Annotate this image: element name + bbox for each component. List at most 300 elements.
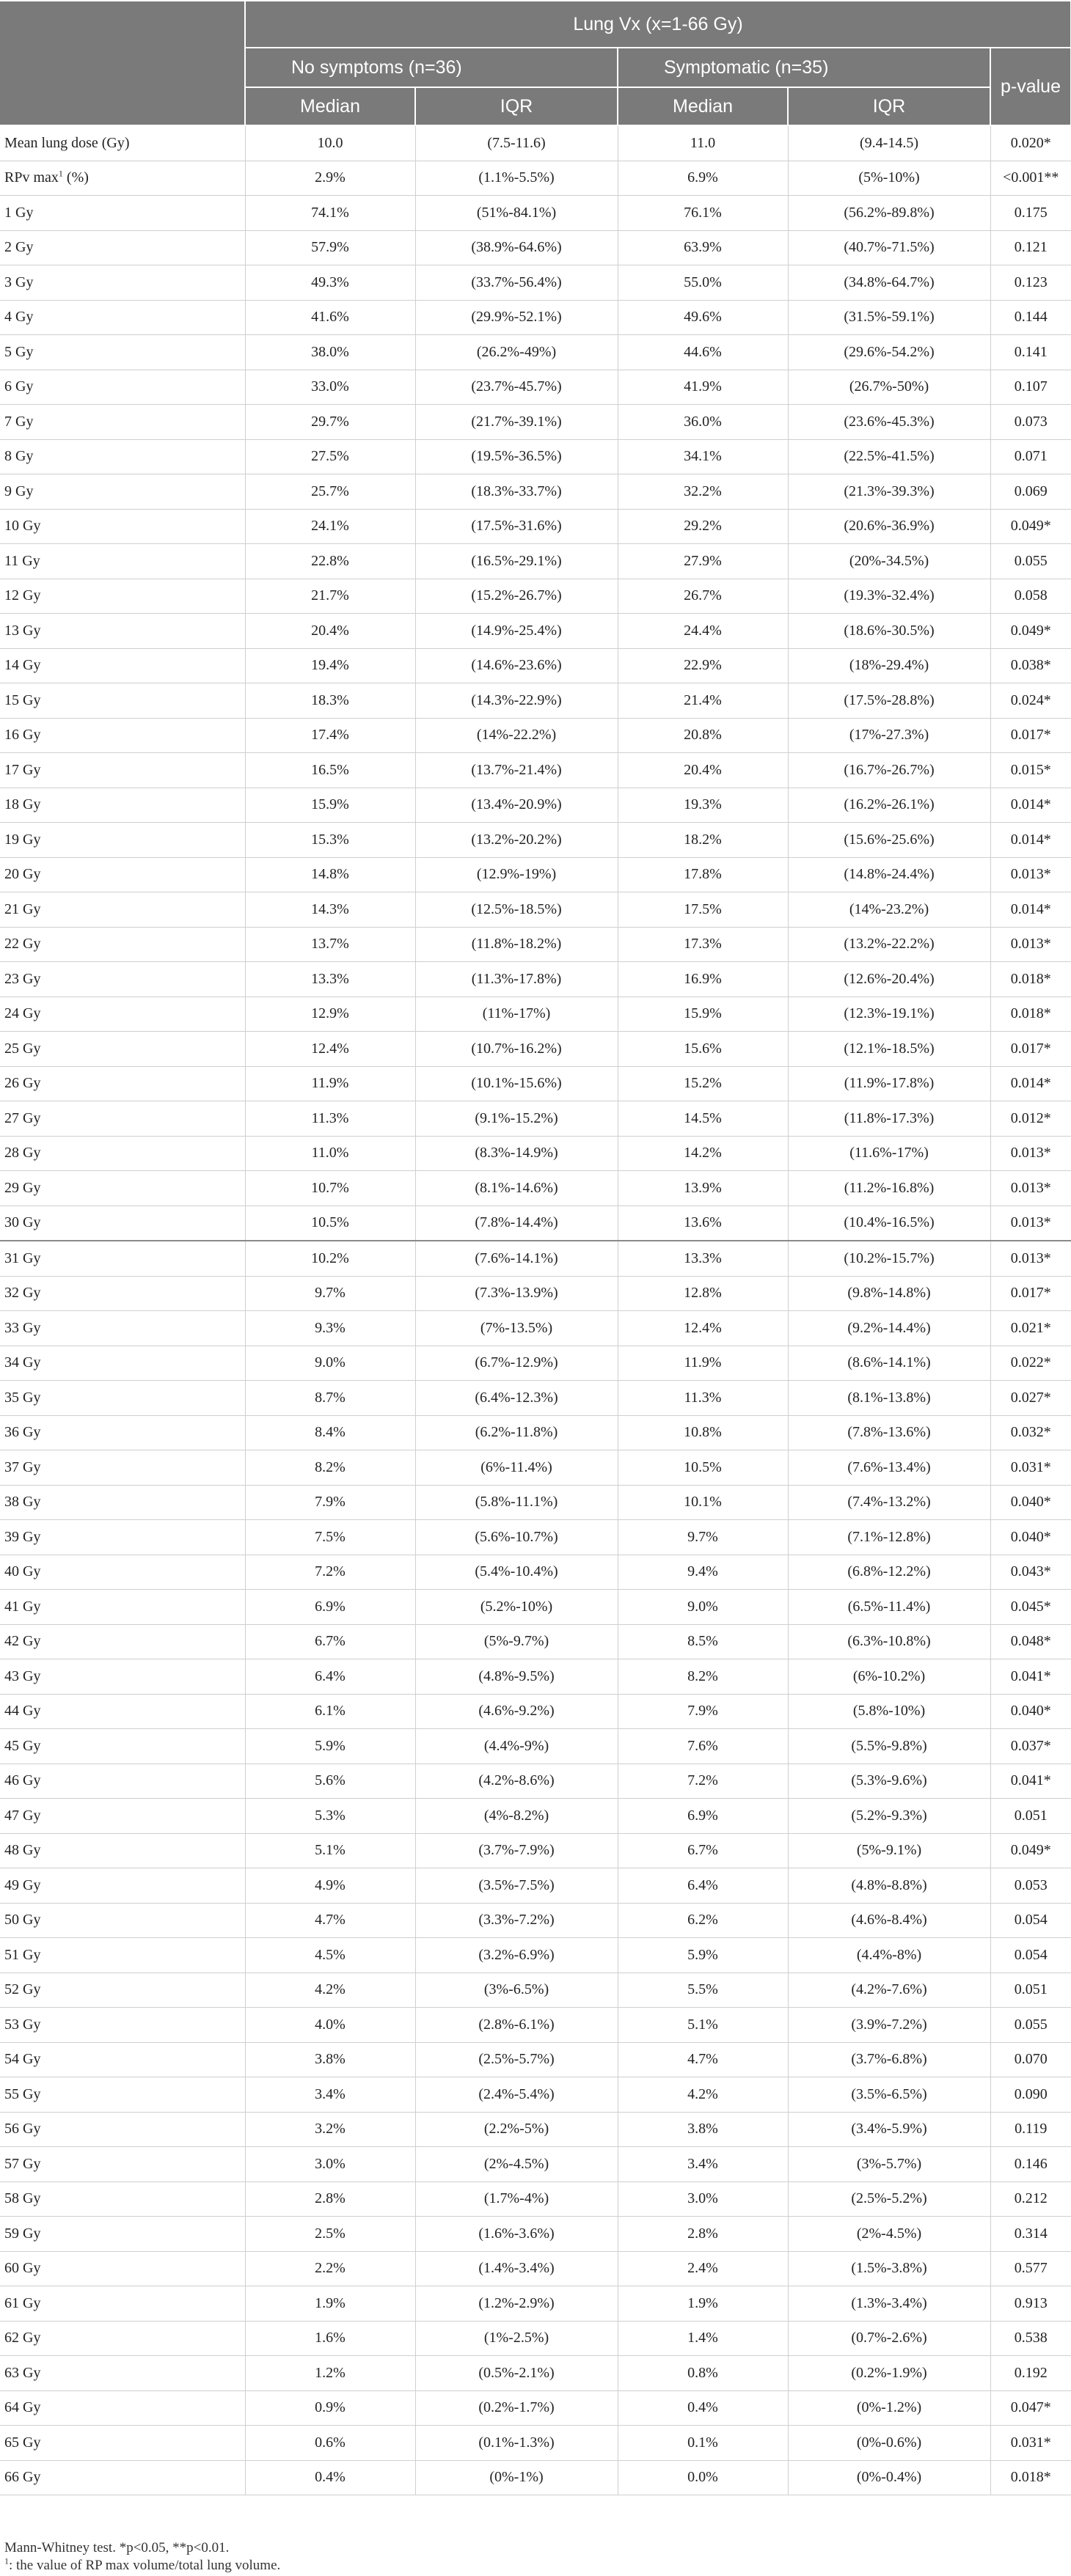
median-no-symptoms-cell: 38.0% [245,335,415,370]
iqr-symptomatic-cell: (0%-0.4%) [788,2460,990,2495]
median-symptomatic-cell: 15.9% [618,997,788,1032]
median-symptomatic-cell: 12.8% [618,1276,788,1311]
row-label [0,857,245,892]
median-no-symptoms-cell: 27.5% [245,439,415,474]
p-value-cell: 0.048* [990,1624,1071,1659]
row-label [0,1415,245,1450]
table-row [0,1101,1071,1137]
table-row [0,892,1071,928]
row-label [0,962,245,997]
symptomatic-header: Symptomatic (n=35) [618,48,990,87]
table-row [0,2112,1071,2147]
iqr-no-symptoms-cell: (7%-13.5%) [415,1311,618,1346]
row-label [0,1311,245,1346]
median-no-symptoms-cell: 10.7% [245,1171,415,1206]
iqr-symptomatic-cell: (4.2%-7.6%) [788,1973,990,2008]
median-symptomatic-cell: 0.0% [618,2460,788,2495]
median-symptomatic-cell: 1.9% [618,2286,788,2322]
iqr-no-symptoms-cell: (10.7%-16.2%) [415,1032,618,1067]
median-no-symptoms-cell: 11.0% [245,1136,415,1171]
iqr-symptomatic-cell: (3.9%-7.2%) [788,2008,990,2043]
median-symptomatic-cell: 14.2% [618,1136,788,1171]
iqr-symptomatic-cell: (5%-9.1%) [788,1833,990,1868]
group-title-header: Lung Vx (x=1-66 Gy) [245,1,1071,48]
row-label-text: 27 Gy [4,1109,41,1126]
median-no-symptoms-cell: 6.9% [245,1590,415,1625]
iqr-symptomatic-cell: (56.2%-89.8%) [788,196,990,231]
row-label [0,1799,245,1834]
row-label [0,2008,245,2043]
iqr-symptomatic-cell: (3%-5.7%) [788,2147,990,2182]
median-symptomatic-cell: 44.6% [618,335,788,370]
median-symptomatic-cell: 22.9% [618,648,788,683]
p-value-cell: 0.049* [990,1833,1071,1868]
table-row [0,265,1071,301]
iqr-no-symptoms-cell: (0%-1%) [415,2460,618,2495]
median-symptomatic-cell: 12.4% [618,1311,788,1346]
median-symptomatic-cell: 10.1% [618,1485,788,1520]
iqr-symptomatic-cell: (12.1%-18.5%) [788,1032,990,1067]
median-symptomatic-cell: 11.0 [618,125,788,161]
row-label-text: 45 Gy [4,1737,41,1754]
p-value-cell: 0.121 [990,230,1071,265]
median-symptomatic-cell: 13.6% [618,1206,788,1241]
row-label-text: 4 Gy [4,309,34,326]
table-row [0,1555,1071,1590]
row-label-text: 26 Gy [4,1075,41,1092]
median-no-symptoms-cell: 1.6% [245,2321,415,2356]
table-row [0,405,1071,440]
iqr-no-symptoms-cell: (11.3%-17.8%) [415,962,618,997]
table-row [0,2321,1071,2356]
median-no-symptoms-cell: 8.2% [245,1450,415,1486]
iqr-no-symptoms-cell: (5.8%-11.1%) [415,1485,618,1520]
iqr-no-symptoms-cell: (14.6%-23.6%) [415,648,618,683]
median-no-symptoms-cell: 13.7% [245,927,415,962]
p-value-cell: 0.015* [990,753,1071,788]
median-no-symptoms-cell: 4.5% [245,1938,415,1973]
median-no-symptoms-cell: 8.4% [245,1415,415,1450]
median-symptomatic-cell: 4.2% [618,2077,788,2113]
median-symptomatic-cell: 14.5% [618,1101,788,1137]
median-no-symptoms-cell: 22.8% [245,544,415,579]
iqr-symptomatic-cell: (0%-1.2%) [788,2390,990,2426]
median-symptomatic-cell: 8.5% [618,1624,788,1659]
iqr-no-symptoms-cell: (4.6%-9.2%) [415,1694,618,1729]
median-symptomatic-cell: 7.9% [618,1694,788,1729]
row-label-text: 42 Gy [4,1633,41,1650]
median-no-symptoms-cell: 2.5% [245,2217,415,2252]
median-symptomatic-cell: 6.9% [618,161,788,196]
iqr-symptomatic-cell: (2.5%-5.2%) [788,2181,990,2217]
row-label-text: 11 Gy [4,552,40,569]
iqr-symptomatic-cell: (40.7%-71.5%) [788,230,990,265]
median-symptomatic-cell: 5.5% [618,1973,788,2008]
row-label-text: 20 Gy [4,866,41,883]
row-label [0,1903,245,1938]
row-label-text: Mean lung dose (Gy) [4,134,130,151]
row-label [0,2147,245,2182]
p-value-cell: 0.031* [990,1450,1071,1486]
iqr-no-symptoms-cell: (0.1%-1.3%) [415,2426,618,2461]
table-row [0,1241,1071,1276]
row-label [0,1381,245,1416]
row-label-text: 17 Gy [4,761,41,778]
p-value-cell: 0.070 [990,2042,1071,2077]
table-row [0,2008,1071,2043]
table-header [0,1,1071,125]
row-label-suffix: (%) [62,169,89,186]
row-label [0,1066,245,1101]
row-label-text: 57 Gy [4,2155,41,2172]
row-label [0,1450,245,1486]
median-symptomatic-cell: 1.4% [618,2321,788,2356]
iqr-symptomatic-cell: (3.4%-5.9%) [788,2112,990,2147]
iqr-header-no-symptoms: IQR [415,87,618,125]
iqr-symptomatic-cell: (34.8%-64.7%) [788,265,990,301]
row-label-text: 58 Gy [4,2190,41,2207]
median-no-symptoms-cell: 9.7% [245,1276,415,1311]
table-row [0,718,1071,753]
iqr-symptomatic-cell: (19.3%-32.4%) [788,579,990,614]
iqr-symptomatic-cell: (10.2%-15.7%) [788,1241,990,1276]
iqr-symptomatic-cell: (5%-10%) [788,161,990,196]
row-label-text: 38 Gy [4,1494,41,1511]
iqr-no-symptoms-cell: (26.2%-49%) [415,335,618,370]
row-label [0,1868,245,1904]
iqr-no-symptoms-cell: (7.8%-14.4%) [415,1206,618,1241]
table-row [0,1450,1071,1486]
row-label [0,997,245,1032]
iqr-no-symptoms-cell: (2.4%-5.4%) [415,2077,618,2113]
iqr-symptomatic-cell: (0.7%-2.6%) [788,2321,990,2356]
iqr-no-symptoms-cell: (5.6%-10.7%) [415,1520,618,1555]
table-row [0,2217,1071,2252]
row-label [0,405,245,440]
median-no-symptoms-cell: 14.8% [245,857,415,892]
row-label-text: RPv max [4,169,59,186]
row-label-text: 43 Gy [4,1667,41,1684]
median-no-symptoms-cell: 0.6% [245,2426,415,2461]
iqr-no-symptoms-cell: (17.5%-31.6%) [415,509,618,544]
row-label [0,2181,245,2217]
row-label-text: 30 Gy [4,1214,41,1231]
iqr-symptomatic-cell: (6.3%-10.8%) [788,1624,990,1659]
iqr-symptomatic-cell: (14.8%-24.4%) [788,857,990,892]
iqr-no-symptoms-cell: (8.1%-14.6%) [415,1171,618,1206]
table-row [0,1171,1071,1206]
iqr-symptomatic-cell: (8.6%-14.1%) [788,1346,990,1381]
table-row [0,2390,1071,2426]
iqr-no-symptoms-cell: (1.2%-2.9%) [415,2286,618,2322]
p-value-cell: 0.013* [990,1136,1071,1171]
row-label [0,718,245,753]
iqr-symptomatic-cell: (22.5%-41.5%) [788,439,990,474]
median-no-symptoms-cell: 4.2% [245,1973,415,2008]
iqr-no-symptoms-cell: (3%-6.5%) [415,1973,618,2008]
median-no-symptoms-cell: 57.9% [245,230,415,265]
median-symptomatic-cell: 6.7% [618,1833,788,1868]
iqr-no-symptoms-cell: (6%-11.4%) [415,1450,618,1486]
row-label [0,544,245,579]
table-row [0,1624,1071,1659]
iqr-symptomatic-cell: (10.4%-16.5%) [788,1206,990,1241]
p-value-cell: 0.119 [990,2112,1071,2147]
median-symptomatic-cell: 17.3% [618,927,788,962]
row-label-sup: 1 [58,168,63,179]
iqr-no-symptoms-cell: (1.7%-4%) [415,2181,618,2217]
median-symptomatic-cell: 7.2% [618,1764,788,1799]
median-no-symptoms-cell: 3.8% [245,2042,415,2077]
table-row [0,2147,1071,2182]
iqr-header-symptomatic: IQR [788,87,990,125]
p-value-cell: 0.175 [990,196,1071,231]
p-value-cell: 0.041* [990,1764,1071,1799]
row-label-text: 54 Gy [4,2051,41,2068]
p-value-cell: 0.041* [990,1659,1071,1695]
row-label-text: 48 Gy [4,1842,41,1859]
row-label [0,1346,245,1381]
iqr-no-symptoms-cell: (15.2%-26.7%) [415,579,618,614]
iqr-symptomatic-cell: (6.5%-11.4%) [788,1590,990,1625]
median-symptomatic-cell: 76.1% [618,196,788,231]
iqr-no-symptoms-cell: (16.5%-29.1%) [415,544,618,579]
median-no-symptoms-cell: 4.7% [245,1903,415,1938]
median-symptomatic-cell: 3.0% [618,2181,788,2217]
median-symptomatic-cell: 17.8% [618,857,788,892]
median-no-symptoms-cell: 15.3% [245,823,415,858]
iqr-no-symptoms-cell: (4.2%-8.6%) [415,1764,618,1799]
iqr-symptomatic-cell: (11.9%-17.8%) [788,1066,990,1101]
iqr-no-symptoms-cell: (3.3%-7.2%) [415,1903,618,1938]
iqr-no-symptoms-cell: (10.1%-15.6%) [415,1066,618,1101]
p-value-cell: 0.913 [990,2286,1071,2322]
row-label-text: 6 Gy [4,378,34,395]
p-value-cell: 0.053 [990,1868,1071,1904]
row-label [0,474,245,510]
median-symptomatic-cell: 7.6% [618,1729,788,1764]
iqr-no-symptoms-cell: (2.8%-6.1%) [415,2008,618,2043]
median-symptomatic-cell: 2.4% [618,2251,788,2286]
median-symptomatic-cell: 63.9% [618,230,788,265]
p-value-cell: 0.017* [990,1032,1071,1067]
row-label [0,614,245,649]
p-value-cell: 0.047* [990,2390,1071,2426]
median-no-symptoms-cell: 1.9% [245,2286,415,2322]
iqr-no-symptoms-cell: (13.2%-20.2%) [415,823,618,858]
median-no-symptoms-cell: 5.6% [245,1764,415,1799]
median-symptomatic-cell: 20.8% [618,718,788,753]
table-row [0,1346,1071,1381]
iqr-symptomatic-cell: (9.4-14.5) [788,125,990,161]
iqr-no-symptoms-cell: (11.8%-18.2%) [415,927,618,962]
iqr-symptomatic-cell: (20.6%-36.9%) [788,509,990,544]
footnote-marker: 1 [4,2555,9,2566]
p-value-cell: 0.037* [990,1729,1071,1764]
iqr-symptomatic-cell: (0.2%-1.9%) [788,2356,990,2391]
iqr-symptomatic-cell: (13.2%-22.2%) [788,927,990,962]
table-row [0,335,1071,370]
p-value-cell: 0.051 [990,1799,1071,1834]
footnote-definition [4,2557,280,2575]
median-header-no-symptoms: Median [245,87,415,125]
iqr-symptomatic-cell: (5.5%-9.8%) [788,1729,990,1764]
median-symptomatic-cell: 34.1% [618,439,788,474]
row-label-text: 19 Gy [4,831,41,848]
median-no-symptoms-cell: 20.4% [245,614,415,649]
p-value-cell: 0.069 [990,474,1071,510]
p-value-cell: 0.017* [990,1276,1071,1311]
median-no-symptoms-cell: 8.7% [245,1381,415,1416]
median-no-symptoms-cell: 7.9% [245,1485,415,1520]
median-symptomatic-cell: 10.5% [618,1450,788,1486]
median-no-symptoms-cell: 6.1% [245,1694,415,1729]
row-label [0,1938,245,1973]
table-row [0,2286,1071,2322]
iqr-no-symptoms-cell: (8.3%-14.9%) [415,1136,618,1171]
row-label-text: 31 Gy [4,1250,41,1266]
p-value-cell: 0.013* [990,1206,1071,1241]
footnote-definition-text: : the value of RP max volume/total lung volume. [9,2558,281,2573]
table-row [0,1485,1071,1520]
iqr-symptomatic-cell: (7.8%-13.6%) [788,1415,990,1450]
median-symptomatic-cell: 3.4% [618,2147,788,2182]
row-label-text: 24 Gy [4,1005,41,1022]
row-label [0,230,245,265]
row-label [0,579,245,614]
row-label-text: 21 Gy [4,900,41,917]
iqr-no-symptoms-cell: (12.5%-18.5%) [415,892,618,928]
p-value-cell: 0.054 [990,1938,1071,1973]
iqr-no-symptoms-cell: (1.6%-3.6%) [415,2217,618,2252]
iqr-symptomatic-cell: (17.5%-28.8%) [788,683,990,719]
row-label [0,2460,245,2495]
iqr-no-symptoms-cell: (21.7%-39.1%) [415,405,618,440]
iqr-symptomatic-cell: (4.6%-8.4%) [788,1903,990,1938]
median-no-symptoms-cell: 10.5% [245,1206,415,1241]
median-no-symptoms-cell: 3.0% [245,2147,415,2182]
row-label [0,1276,245,1311]
p-value-cell: 0.018* [990,962,1071,997]
iqr-symptomatic-cell: (2%-4.5%) [788,2217,990,2252]
median-no-symptoms-cell: 2.9% [245,161,415,196]
table-row [0,1415,1071,1450]
row-label-text: 39 Gy [4,1528,41,1545]
p-value-cell: 0.123 [990,265,1071,301]
p-value-cell: 0.071 [990,439,1071,474]
table-row [0,161,1071,196]
row-label [0,2321,245,2356]
row-label-text: 32 Gy [4,1285,41,1302]
median-no-symptoms-cell: 41.6% [245,300,415,335]
row-label-text: 37 Gy [4,1458,41,1475]
p-value-cell: 0.073 [990,405,1071,440]
table-row [0,1729,1071,1764]
p-value-cell: 0.314 [990,2217,1071,2252]
median-symptomatic-cell: 6.9% [618,1799,788,1834]
median-no-symptoms-cell: 21.7% [245,579,415,614]
iqr-symptomatic-cell: (0%-0.6%) [788,2426,990,2461]
row-label-text: 60 Gy [4,2260,41,2277]
iqr-no-symptoms-cell: (6.4%-12.3%) [415,1381,618,1416]
iqr-no-symptoms-cell: (7.6%-14.1%) [415,1241,618,1276]
median-no-symptoms-cell: 3.2% [245,2112,415,2147]
median-no-symptoms-cell: 18.3% [245,683,415,719]
p-value-cell: 0.058 [990,579,1071,614]
median-symptomatic-cell: 49.6% [618,300,788,335]
row-label-text: 65 Gy [4,2434,41,2451]
iqr-symptomatic-cell: (8.1%-13.8%) [788,1381,990,1416]
iqr-symptomatic-cell: (11.2%-16.8%) [788,1171,990,1206]
table-row [0,2181,1071,2217]
median-no-symptoms-cell: 11.3% [245,1101,415,1137]
table-row [0,474,1071,510]
p-value-cell: 0.014* [990,892,1071,928]
row-label [0,1973,245,2008]
table-row [0,1032,1071,1067]
table-row [0,614,1071,649]
p-value-cell: 0.049* [990,509,1071,544]
iqr-symptomatic-cell: (11.6%-17%) [788,1136,990,1171]
iqr-symptomatic-cell: (29.6%-54.2%) [788,335,990,370]
p-value-cell: 0.141 [990,335,1071,370]
median-no-symptoms-cell: 16.5% [245,753,415,788]
p-value-cell: 0.538 [990,2321,1071,2356]
table-row [0,509,1071,544]
median-symptomatic-cell: 41.9% [618,370,788,405]
iqr-no-symptoms-cell: (14%-22.2%) [415,718,618,753]
median-symptomatic-cell: 11.9% [618,1346,788,1381]
p-value-cell: 0.051 [990,1973,1071,2008]
iqr-no-symptoms-cell: (14.3%-22.9%) [415,683,618,719]
row-label [0,1764,245,1799]
median-no-symptoms-cell: 10.0 [245,125,415,161]
p-value-cell: 0.032* [990,1415,1071,1450]
row-label [0,161,245,196]
header-corner-cell [0,1,245,125]
p-value-cell: 0.018* [990,2460,1071,2495]
iqr-symptomatic-cell: (1.5%-3.8%) [788,2251,990,2286]
pvalue-header: p-value [990,48,1071,125]
row-label-text: 1 Gy [4,204,34,221]
iqr-no-symptoms-cell: (5.2%-10%) [415,1590,618,1625]
iqr-symptomatic-cell: (3.5%-6.5%) [788,2077,990,2113]
median-symptomatic-cell: 36.0% [618,405,788,440]
median-no-symptoms-cell: 25.7% [245,474,415,510]
iqr-symptomatic-cell: (15.6%-25.6%) [788,823,990,858]
p-value-cell: 0.024* [990,683,1071,719]
table-row [0,1833,1071,1868]
iqr-symptomatic-cell: (5.2%-9.3%) [788,1799,990,1834]
row-label-text: 53 Gy [4,2016,41,2033]
median-symptomatic-cell: 32.2% [618,474,788,510]
median-symptomatic-cell: 6.4% [618,1868,788,1904]
iqr-symptomatic-cell: (7.6%-13.4%) [788,1450,990,1486]
iqr-no-symptoms-cell: (7.3%-13.9%) [415,1276,618,1311]
row-label-text: 12 Gy [4,587,41,604]
iqr-no-symptoms-cell: (7.5-11.6) [415,125,618,161]
row-label-text: 66 Gy [4,2469,41,2486]
row-label-text: 36 Gy [4,1424,41,1441]
iqr-symptomatic-cell: (17%-27.3%) [788,718,990,753]
median-no-symptoms-cell: 5.9% [245,1729,415,1764]
median-no-symptoms-cell: 29.7% [245,405,415,440]
p-value-cell: 0.013* [990,927,1071,962]
p-value-cell: 0.040* [990,1520,1071,1555]
row-label [0,927,245,962]
table-row [0,1381,1071,1416]
row-label-text: 16 Gy [4,727,41,744]
